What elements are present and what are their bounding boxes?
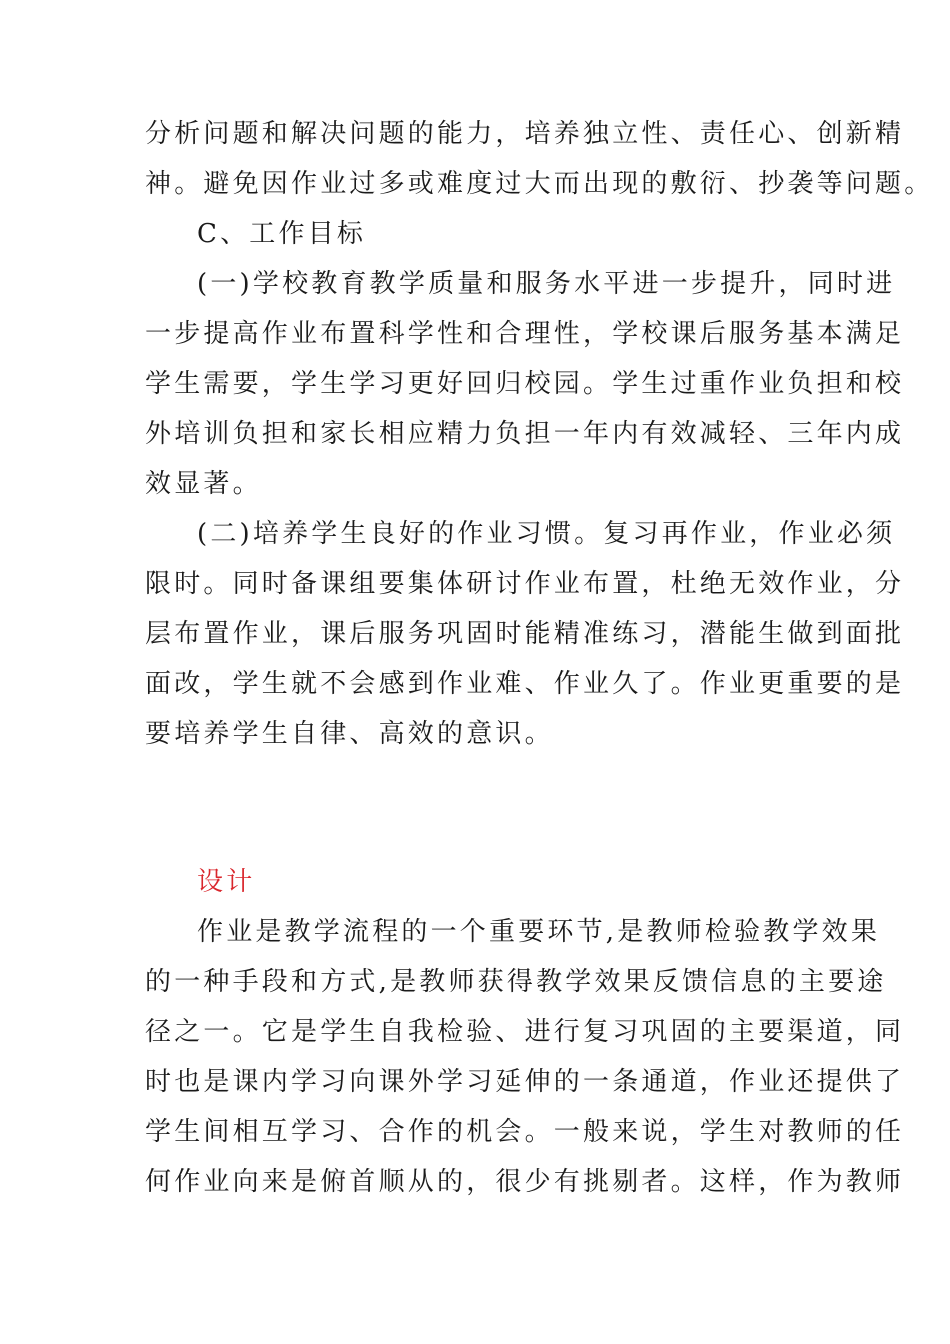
paragraph-line: 限时。同时备课组要集体研讨作业布置，杜绝无效作业，分 xyxy=(145,569,905,599)
paragraph-line: 学生需要，学生学习更好回归校园。学生过重作业负担和校 xyxy=(145,369,905,399)
paragraph-line: 效显著。 xyxy=(145,469,262,499)
paragraph-line: 何作业向来是俯首顺从的，很少有挑剔者。这样，作为教师 xyxy=(145,1167,905,1197)
paragraph-line: 分析问题和解决问题的能力，培养独立性、责任心、创新精 xyxy=(145,119,905,149)
paragraph-line: 一步提高作业布置科学性和合理性，学校课后服务基本满足 xyxy=(145,319,905,349)
paragraph-line: 外培训负担和家长相应精力负担一年内有效减轻、三年内成 xyxy=(145,419,905,449)
paragraph-line: 要培养学生自律、高效的意识。 xyxy=(145,719,554,749)
paragraph-line: 面改，学生就不会感到作业难、作业久了。作业更重要的是 xyxy=(145,669,905,699)
section-heading-design: 设计 xyxy=(197,867,256,897)
paragraph-line: 时也是课内学习向课外学习延伸的一条通道，作业还提供了 xyxy=(145,1067,905,1097)
paragraph-line: 层布置作业，课后服务巩固时能精准练习，潜能生做到面批 xyxy=(145,619,905,649)
paragraph-line: 径之一。它是学生自我检验、进行复习巩固的主要渠道，同 xyxy=(145,1017,905,1047)
paragraph-line: 学生间相互学习、合作的机会。一般来说，学生对教师的任 xyxy=(145,1117,905,1147)
section-heading-goals: C、工作目标 xyxy=(197,219,367,249)
paragraph-line: (一)学校教育教学质量和服务水平进一步提升，同时进 xyxy=(197,269,896,299)
paragraph-line: (二)培养学生良好的作业习惯。复习再作业，作业必须 xyxy=(197,519,896,549)
paragraph-line: 的一种手段和方式,是教师获得教学效果反馈信息的主要途 xyxy=(145,967,887,997)
paragraph-line: 作业是教学流程的一个重要环节,是教师检验教学效果 xyxy=(197,917,881,947)
paragraph-line: 神。避免因作业过多或难度过大而出现的敷衍、抄袭等问题。 xyxy=(145,169,934,199)
